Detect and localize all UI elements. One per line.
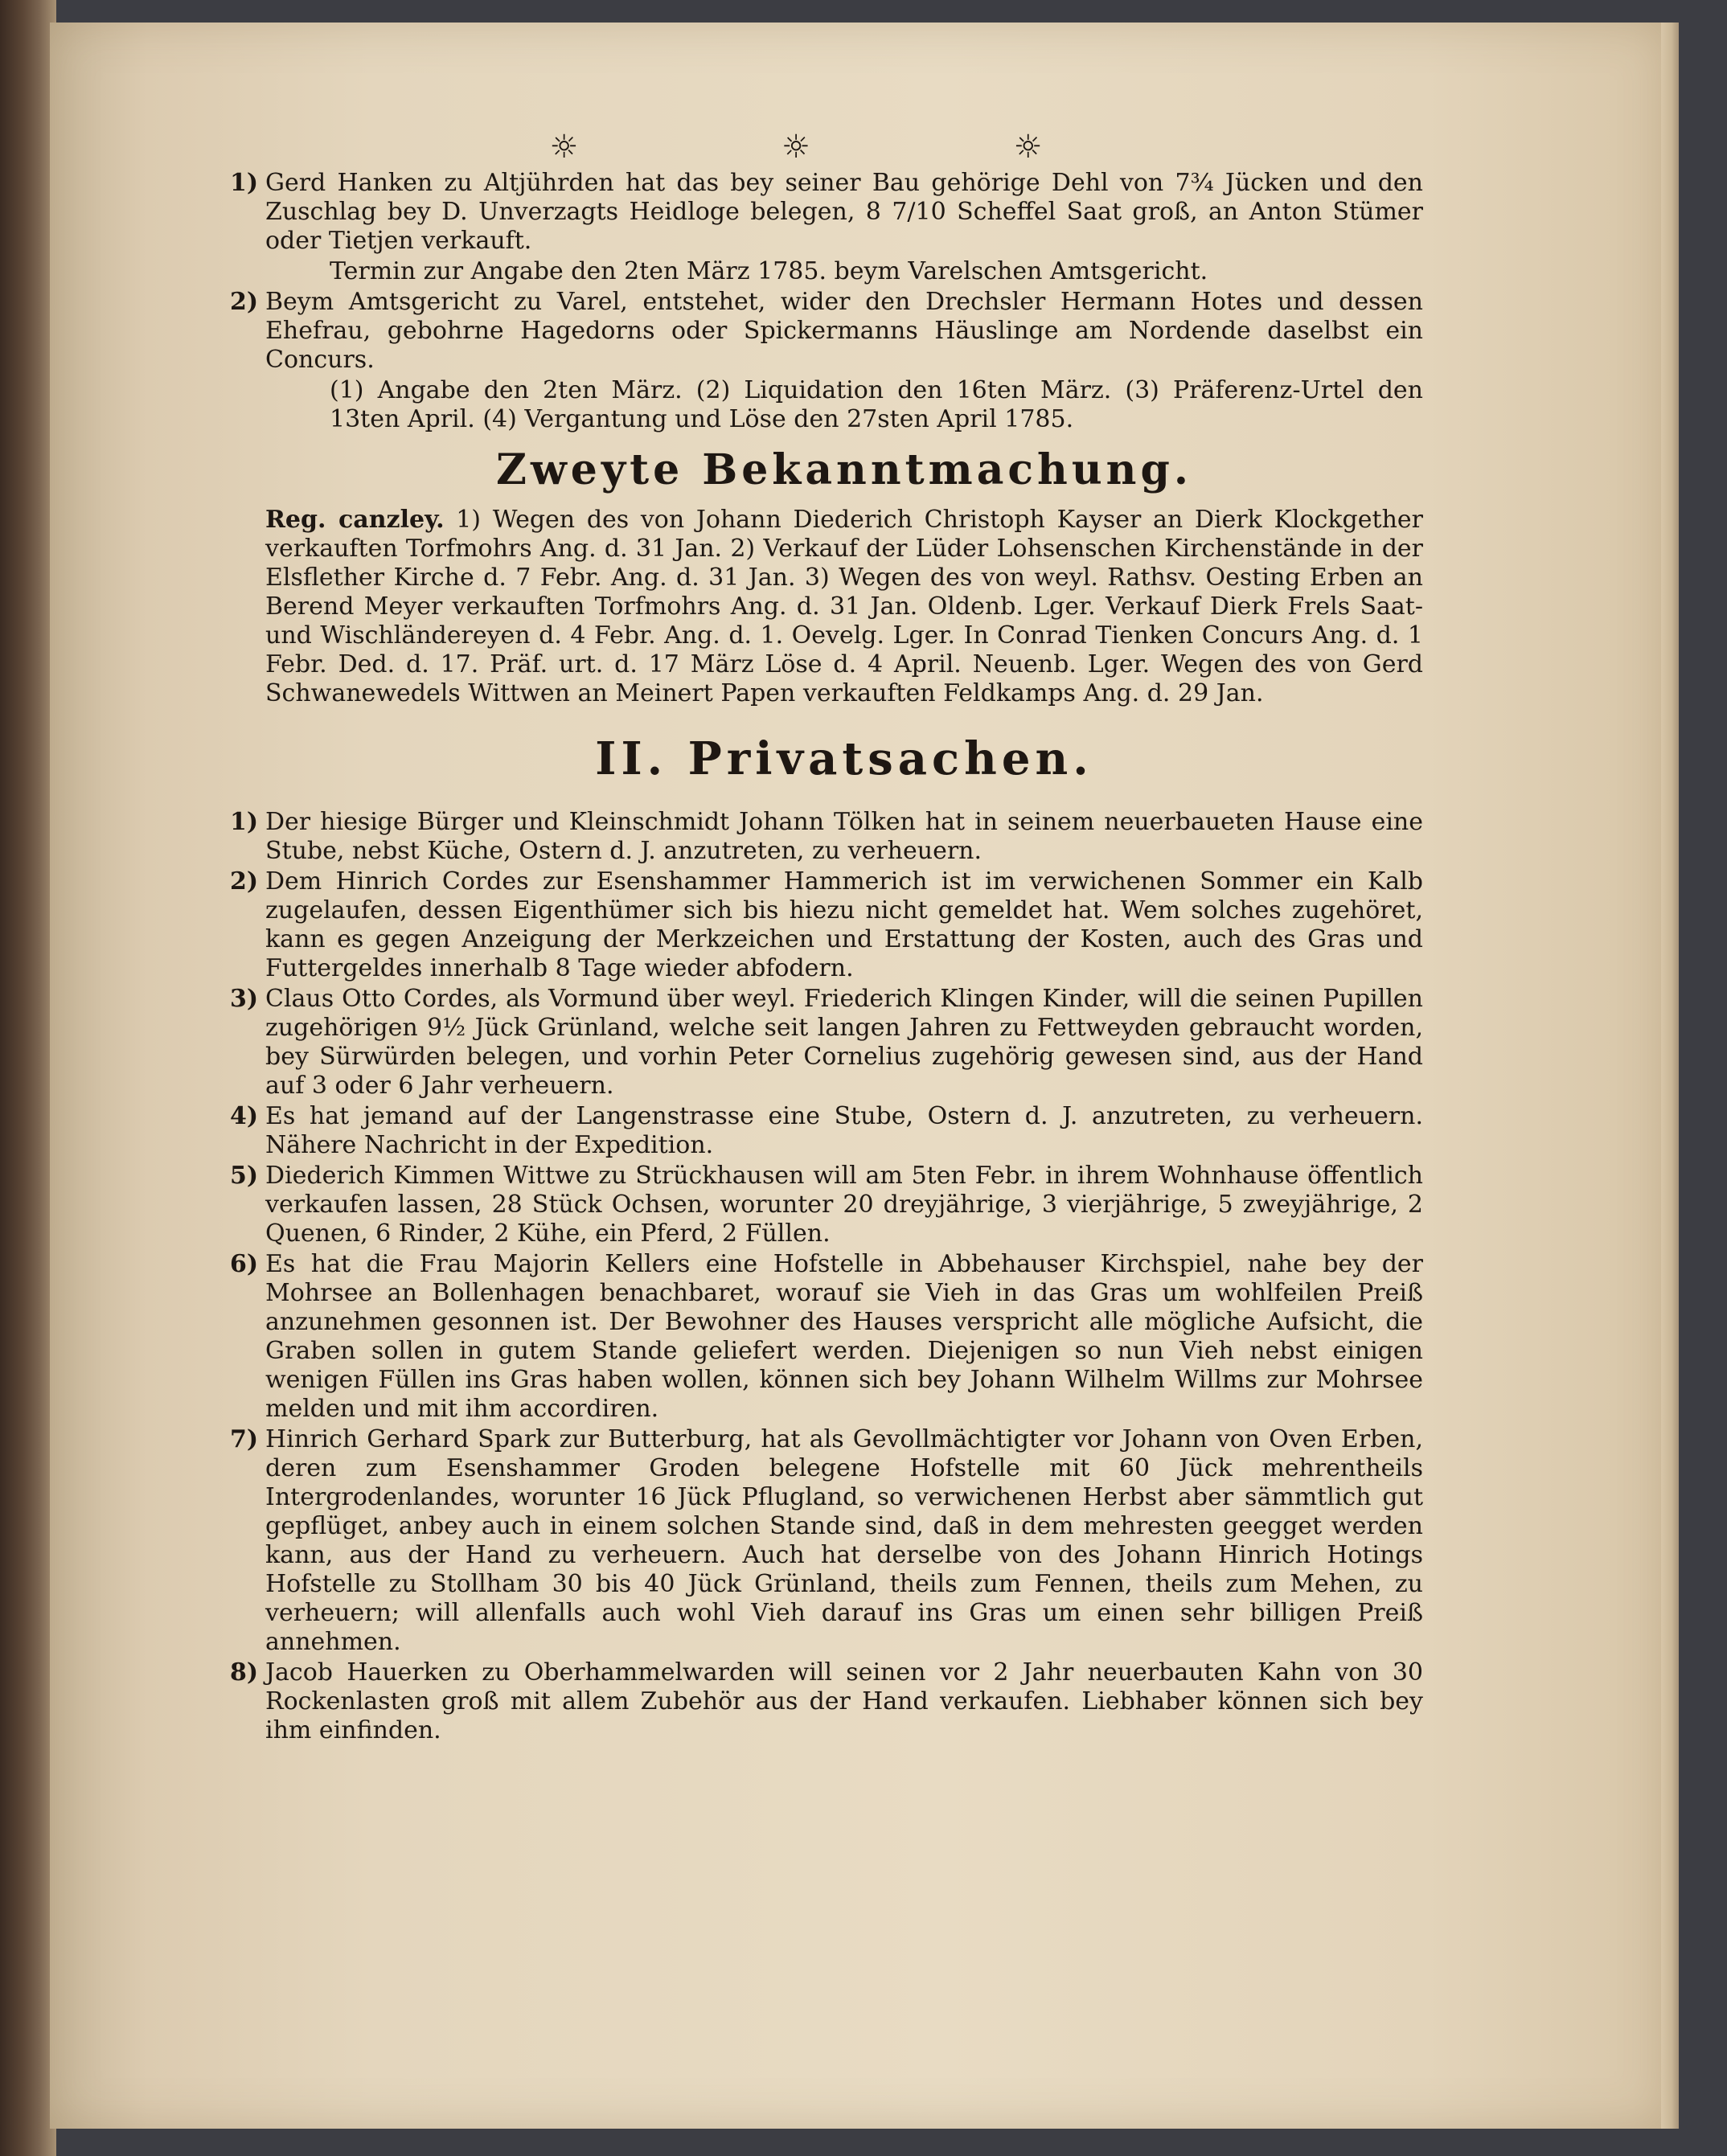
item-number: 5) bbox=[230, 1162, 259, 1190]
item-number: 7) bbox=[230, 1425, 259, 1453]
item-text: Dem Hinrich Cordes zur Esenshammer Hammerich ist im verwichenen Sommer ein Kalb zugelaufen, dessen Eigenthümer sich bis hiezu nicht gemeldet hat. Wem solches zugehöret, kann es gegen Anzeigung der Merkzeichen und Erstattung der Kosten, auch des Gras und Futtergeldes innerhalb 8 Tage wieder abfodern. bbox=[265, 867, 1423, 982]
notice-item bbox=[230, 1658, 1423, 1745]
notice-item bbox=[230, 1250, 1423, 1424]
item-number: 2) bbox=[230, 288, 259, 316]
book-spine bbox=[0, 0, 56, 2156]
item-number: 1) bbox=[230, 808, 259, 836]
section-heading: II. Privatsachen. bbox=[595, 732, 1093, 785]
item-text: Termin zur Angabe den 2ten März 1785. beym Varelschen Amtsgericht. bbox=[330, 257, 1208, 285]
item-number: 2) bbox=[230, 867, 259, 896]
item-number: 8) bbox=[230, 1658, 259, 1687]
notice-item bbox=[230, 1102, 1423, 1160]
notice-item bbox=[230, 985, 1423, 1101]
header-ornament: ☼ ☼ ☼ bbox=[549, 129, 1139, 166]
notice-item bbox=[230, 169, 1423, 256]
item-text: Hinrich Gerhard Spark zur Butterburg, hat als Gevollmächtigter vor Johann von Oven Erben, deren zum Esenshammer Groden belegene Hofstelle mit 60 Jück mehrentheils Intergrodenlandes, worunter 16 Jück Pflugland, so verwichenen Herbst aber sämmtlich gut gepflüget, anbey auch in einem solchen Stande sind, daß in dem mehresten geegget werden kann, aus der Hand zu verheuern. Auch hat derselbe von des Johann Hinrich Hotings Hofstelle zu Stollham 30 bis 40 Jück Grünland, theils zum Fennen, theils zum Mehen, zu verheuern; will allenfalls auch wohl Vieh darauf ins Gras um einen sehr billigen Preiß annehmen. bbox=[265, 1425, 1423, 1656]
notice-item bbox=[230, 867, 1423, 983]
item-text: Es hat jemand auf der Langenstrasse eine Stube, Ostern d. J. anzutreten, zu verheuern. Nähere Nachricht in der Expedition. bbox=[265, 1102, 1423, 1159]
lead-label: Reg. canzley. bbox=[265, 506, 445, 534]
item-text: Jacob Hauerken zu Oberhammelwarden will seinen vor 2 Jahr neuerbauten Kahn von 30 Rockenlasten groß mit allem Zubehör aus der Hand verkaufen. Liebhaber können sich bey ihm einfinden. bbox=[265, 1658, 1423, 1744]
item-text: Es hat die Frau Majorin Kellers eine Hofstelle in Abbehauser Kirchspiel, nahe bey der Mohrsee an Bollenhagen benachbaret, worauf sie Vieh in das Gras um wohlfeilen Preiß anzunehmen gesonnen ist. Der Bewohner des Hauses verspricht alle mögliche Aufsicht, die Graben sollen in gutem Stande geliefert werden. Diejenigen so nun Vieh nebst einigen wenigen Füllen ins Gras haben wollen, können sich bey Johann Wilhelm Willms zur Mohrsee melden und mit ihm accordiren. bbox=[265, 1250, 1423, 1423]
notice-item bbox=[265, 257, 1423, 286]
item-number: 6) bbox=[230, 1250, 259, 1278]
notice-item bbox=[230, 808, 1423, 866]
item-text: (1) Angabe den 2ten März. (2) Liquidation den 16ten März. (3) Präferenz-Urtel den 13ten April. (4) Vergantung und Löse den 27sten April 1785. bbox=[330, 376, 1423, 433]
item-number: 3) bbox=[230, 985, 259, 1013]
notice-block bbox=[265, 506, 1423, 708]
notice-item bbox=[230, 1425, 1423, 1657]
section-heading: Zweyte Bekanntmachung. bbox=[496, 445, 1192, 494]
item-number: 1) bbox=[230, 169, 259, 197]
item-text: Beym Amtsgericht zu Varel, entstehet, wider den Drechsler Hermann Hotes und dessen Ehefrau, gebohrne Hagedorns oder Spickermanns Häuslinge am Nordende daselbst ein Concurs. bbox=[265, 288, 1423, 374]
notice-item bbox=[230, 288, 1423, 375]
text-column bbox=[230, 129, 1423, 1747]
notice-text: 1) Wegen des von Johann Diederich Christoph Kayser an Dierk Klockgether verkauften Torfmohrs Ang. d. 31 Jan. 2) Verkauf der Lüder Lohsenschen Kirchenstände in der Elsflether Kirche d. 7 Febr. Ang. d. 31 Jan. 3) Wegen des von weyl. Rathsv. Oesting Erben an Berend Meyer verkauften Torfmohrs Ang. d. 31 Jan. Oldenb. Lger. Verkauf Dierk Frels Saat- und Wischländereyen d. 4 Febr. Ang. d. 1. Oevelg. Lger. In Conrad Tienken Concurs Ang. d. 1 Febr. Ded. d. 17. Präf. urt. d. 17 März Löse d. 4 April. Neuenb. Lger. Wegen des von Gerd Schwanewedels Wittwen an Meinert Papen verkauften Feldkamps Ang. d. 29 Jan. bbox=[265, 506, 1423, 707]
item-text: Gerd Hanken zu Altjührden hat das bey seiner Bau gehörige Dehl von 7¾ Jücken und den Zuschlag bey D. Unverzagts Heidloge belegen, 8 7/10 Scheffel Saat groß, an Anton Stümer oder Tietjen verkauft. bbox=[265, 169, 1423, 255]
page-edge bbox=[1661, 23, 1679, 2129]
item-text: Diederich Kimmen Wittwe zu Strückhausen will am 5ten Febr. in ihrem Wohnhause öffentlich verkaufen lassen, 28 Stück Ochsen, worunter 20 dreyjährige, 3 vierjährige, 5 zweyjährige, 2 Quenen, 6 Rinder, 2 Kühe, ein Pferd, 2 Füllen. bbox=[265, 1162, 1423, 1248]
item-text: Der hiesige Bürger und Kleinschmidt Johann Tölken hat in seinem neuerbaueten Hause eine Stube, nebst Küche, Ostern d. J. anzutreten, zu verheuern. bbox=[265, 808, 1423, 865]
item-number: 4) bbox=[230, 1102, 259, 1130]
notice-item bbox=[230, 1162, 1423, 1248]
notice-item bbox=[265, 376, 1423, 434]
item-text: Claus Otto Cordes, als Vormund über weyl. Friederich Klingen Kinder, will die seinen Pupillen zugehörigen 9½ Jück Grünland, welche seit langen Jahren zu Fettweyden gebraucht worden, bey Sürwürden belegen, und vorhin Peter Cornelius zugehörig gewesen sind, aus der Hand auf 3 oder 6 Jahr verheuern. bbox=[265, 985, 1423, 1100]
